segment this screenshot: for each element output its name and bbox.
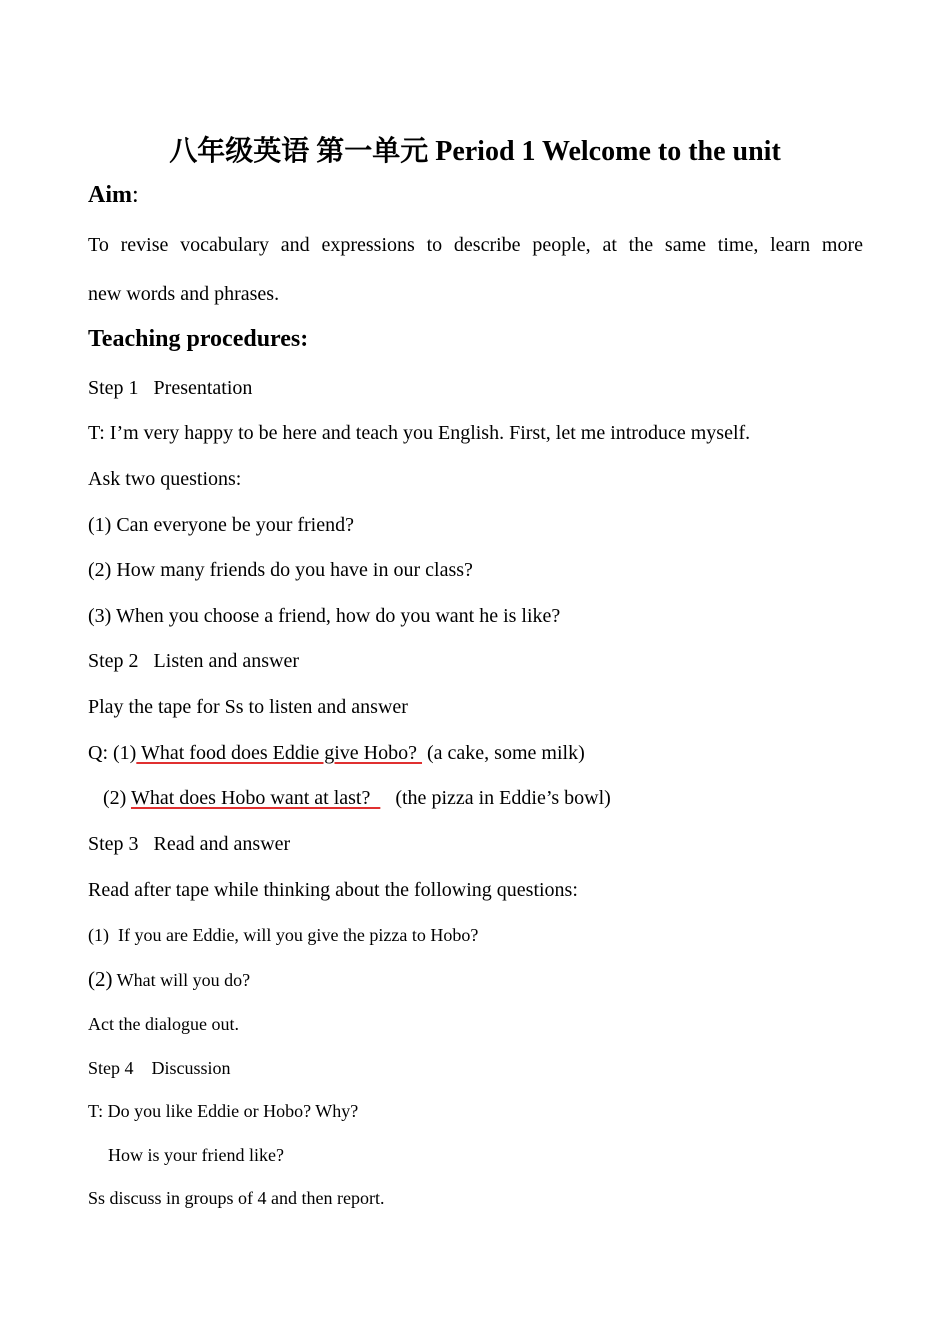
step2-question-2 [88, 785, 611, 811]
step4-teacher-line-2: How is your friend like? [108, 1145, 284, 1165]
step3-act-line: Act the dialogue out. [88, 1014, 239, 1034]
step1-question-1: (1) Can everyone be your friend? [88, 514, 354, 536]
step3-title: Step 3 Read and answer [88, 833, 291, 855]
procedures-heading: Teaching procedures: [88, 326, 309, 352]
step3-q2-number: (2) [88, 967, 113, 991]
aim-heading [88, 182, 139, 208]
step4-ss-line: Ss discuss in groups of 4 and then report. [88, 1188, 385, 1208]
step3-question-2 [88, 966, 250, 995]
aim-text-line-1: To revise vocabulary and expressions to describe people, at the same time, learn more [88, 234, 863, 256]
step1-title: Step 1 Presentation [88, 377, 253, 399]
step2-title: Step 2 Listen and answer [88, 650, 300, 672]
step2-q2-question: What does Hobo want at last? [130, 787, 381, 809]
step4-title: Step 4 Discussion [88, 1058, 231, 1078]
step2-play-line: Play the tape for Ss to listen and answer [88, 696, 408, 718]
aim-text-line-2: new words and phrases. [88, 283, 280, 305]
step4-teacher-line: T: Do you like Eddie or Hobo? Why? [88, 1101, 359, 1121]
step2-q1-answer: (a cake, some milk) [422, 742, 585, 764]
step2-q2-answer: (the pizza in Eddie’s bowl) [380, 787, 611, 809]
aim-heading-text: Aim [88, 182, 132, 208]
step1-question-3: (3) When you choose a friend, how do you want he is like? [88, 605, 561, 627]
step1-ask-line: Ask two questions: [88, 468, 242, 490]
step2-q2-prefix: (2) [88, 787, 131, 809]
step2-q1-prefix: Q: (1) [88, 742, 137, 764]
step3-q2-text: What will you do? [112, 970, 251, 990]
step3-read-line: Read after tape while thinking about the following questions: [88, 879, 578, 901]
step3-question-1: (1) If you are Eddie, will you give the pizza to Hobo? [88, 925, 479, 945]
step1-teacher-line: T: I’m very happy to be here and teach you English. First, let me introduce myself. [88, 422, 751, 444]
step2-q1-question: What food does Eddie give Hobo? [136, 742, 423, 764]
step1-question-2: (2) How many friends do you have in our class? [88, 559, 473, 581]
aim-colon: : [132, 182, 139, 208]
page-title: 八年级英语 第一单元 Period 1 Welcome to the unit [169, 136, 781, 167]
step2-question-1 [88, 740, 585, 766]
